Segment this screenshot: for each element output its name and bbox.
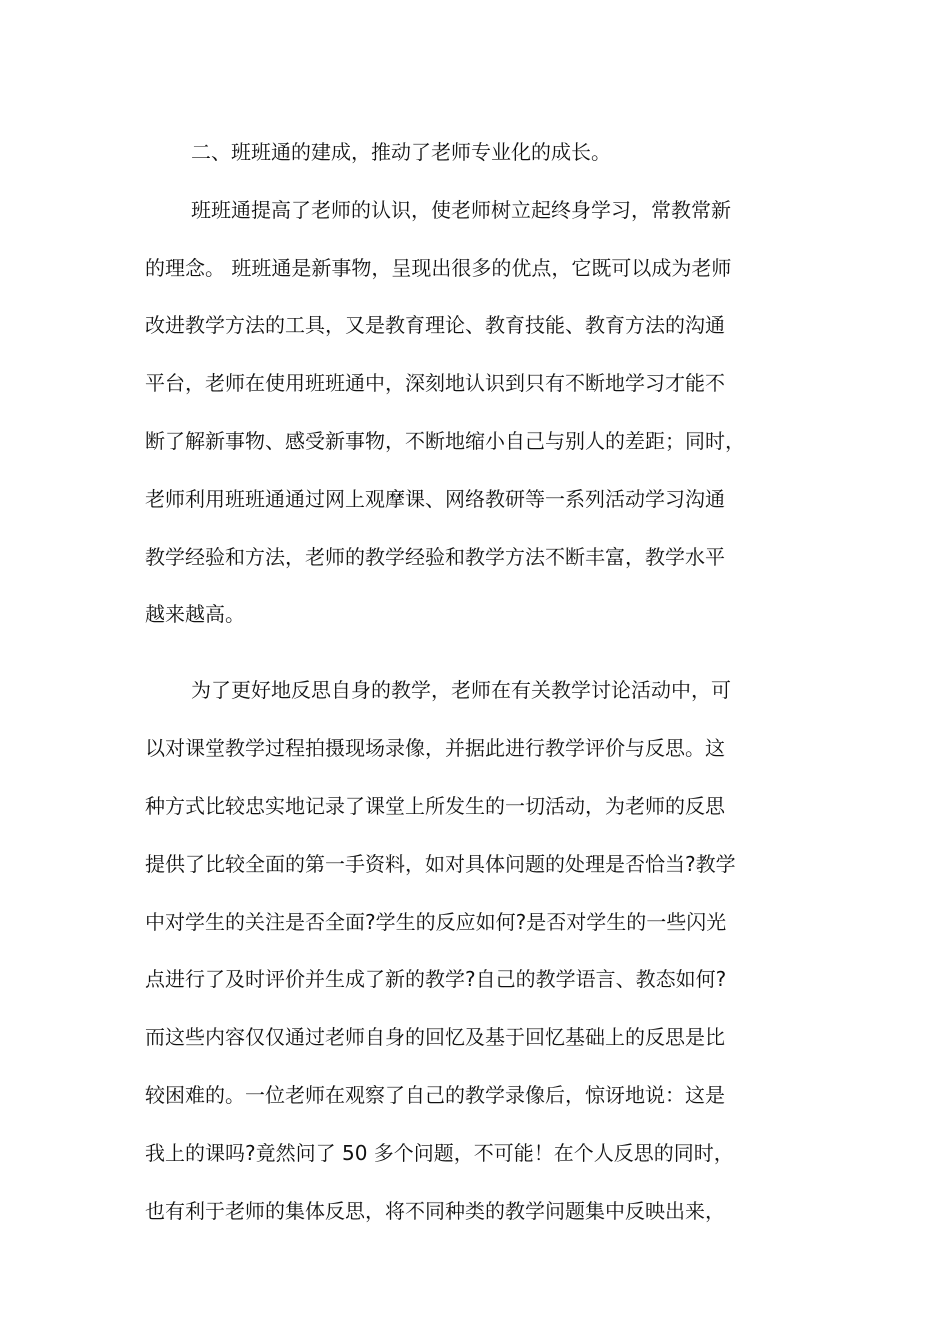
paragraph-line: 我上的课吗?竟然问了 50 多个问题，不可能！在个人反思的同时， — [145, 1140, 734, 1165]
paragraph-line: 班班通提高了老师的认识，使老师树立起终身学习，常教常新 — [191, 197, 731, 222]
paragraph-line: 改进教学方法的工具，又是教育理论、教育技能、教育方法的沟通 — [145, 313, 725, 338]
paragraph-line: 种方式比较忠实地记录了课堂上所发生的一切活动，为老师的反思 — [145, 793, 725, 818]
paragraph-line: 教学经验和方法，老师的教学经验和教学方法不断丰富，教学水平 — [145, 544, 725, 569]
paragraph-line: 较困难的。一位老师在观察了自己的教学录像后，惊讶地说：这是 — [145, 1082, 725, 1107]
paragraph-line: 越来越高。 — [145, 602, 245, 627]
paragraph-2 — [145, 670, 820, 1230]
paragraph-line: 为了更好地反思自身的教学，老师在有关教学讨论活动中，可 — [191, 678, 731, 703]
paragraph-line: 提供了比较全面的第一手资料，如对具体问题的处理是否恰当?教学 — [145, 851, 736, 876]
paragraph-line: 平台，老师在使用班班通中，深刻地认识到只有不断地学习才能不 — [145, 371, 725, 396]
paragraph-line: 老师利用班班通通过网上观摩课、网络教研等一系列活动学习沟通 — [145, 486, 725, 511]
section-heading: 二、班班通的建成，推动了老师专业化的成长。 — [191, 140, 611, 164]
paragraph-line: 也有利于老师的集体反思，将不同种类的教学问题集中反映出来， — [145, 1198, 725, 1223]
paragraph-line: 断了解新事物、感受新事物，不断地缩小自己与别人的差距；同时， — [145, 428, 745, 453]
paragraph-line: 点进行了及时评价并生成了新的教学?自己的教学语言、教态如何? — [145, 967, 727, 992]
paragraph-line: 而这些内容仅仅通过老师自身的回忆及基于回忆基础上的反思是比 — [145, 1025, 725, 1050]
paragraph-line: 中对学生的关注是否全面?学生的反应如何?是否对学生的一些闪光 — [145, 909, 727, 934]
document-body — [145, 132, 820, 1248]
paragraph-line: 以对课堂教学过程拍摄现场录像，并据此进行教学评价与反思。这 — [145, 736, 725, 761]
paragraph-line: 的理念。 班班通是新事物，呈现出很多的优点，它既可以成为老师 — [145, 255, 732, 280]
paragraph-1 — [145, 190, 820, 635]
